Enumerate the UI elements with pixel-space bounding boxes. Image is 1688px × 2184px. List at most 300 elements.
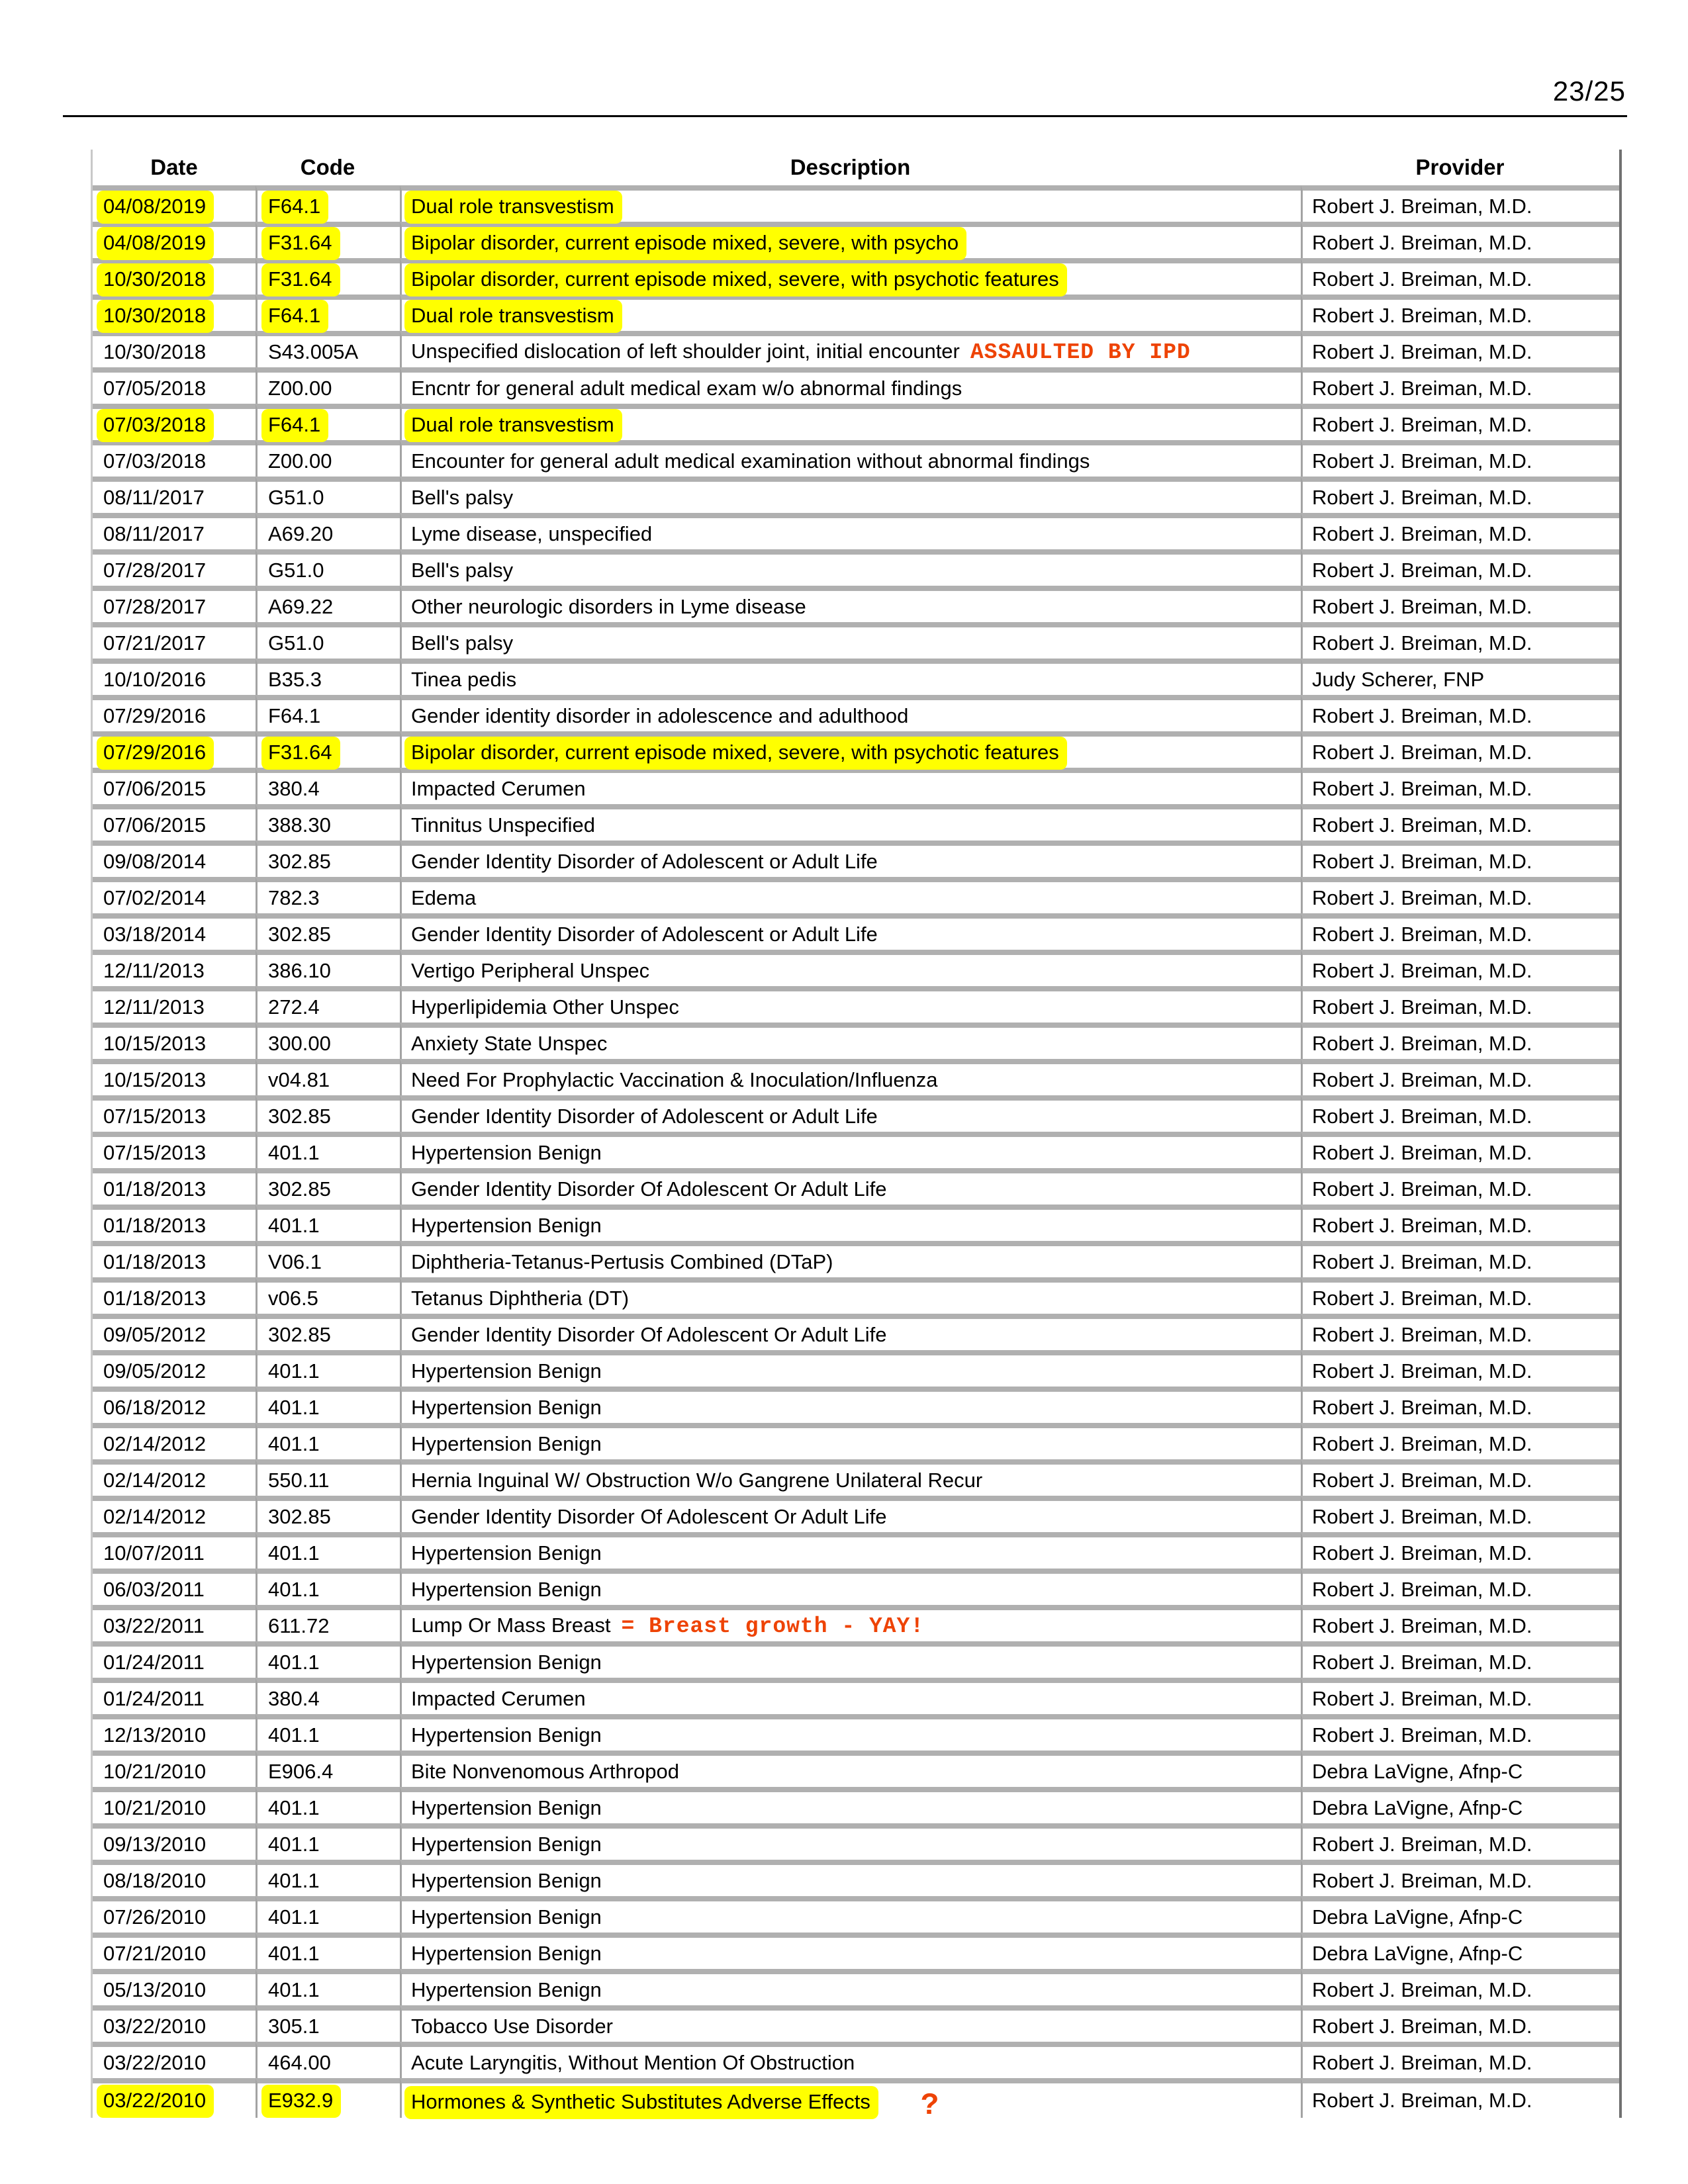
provider-cell-text: Robert J. Breiman, M.D. <box>1312 1177 1532 1201</box>
date-cell-text: 05/13/2010 <box>103 1978 207 2001</box>
provider-cell <box>1301 331 1619 367</box>
desc-cell <box>400 1241 1301 1277</box>
provider-cell <box>1301 1496 1619 1532</box>
desc-cell <box>400 1350 1301 1387</box>
desc-cell-text: Need For Prophylactic Vaccination & Inoculation/Influenza <box>411 1068 938 1091</box>
date-cell <box>93 1205 256 1241</box>
table-row <box>93 913 1619 950</box>
desc-cell-text: Bite Nonvenomous Arthropod <box>411 1759 679 1783</box>
code-cell-text: 386.10 <box>268 958 331 982</box>
code-cell-text: 401.1 <box>268 1432 320 1455</box>
desc-cell <box>400 804 1301 841</box>
provider-cell <box>1301 1423 1619 1459</box>
date-cell <box>93 695 256 731</box>
code-cell <box>256 1823 400 1860</box>
header-rule <box>63 115 1627 117</box>
desc-cell <box>400 1496 1301 1532</box>
date-cell <box>93 659 256 695</box>
provider-cell <box>1301 1678 1619 1714</box>
code-cell-text: A69.20 <box>268 522 334 545</box>
provider-cell-text: Robert J. Breiman, M.D. <box>1312 886 1532 909</box>
date-cell-text: 02/14/2012 <box>103 1432 207 1455</box>
desc-cell <box>400 367 1301 404</box>
highlighted-text: 04/08/2019 <box>97 191 214 224</box>
date-cell-text: 01/18/2013 <box>103 1286 207 1310</box>
desc-cell <box>400 1678 1301 1714</box>
highlighted-text: F31.64 <box>261 263 340 296</box>
code-cell <box>256 1860 400 1896</box>
column-header-description: Description <box>790 155 911 179</box>
code-cell-text: 388.30 <box>268 813 331 837</box>
provider-cell <box>1301 1205 1619 1241</box>
desc-cell-text: Hernia Inguinal W/ Obstruction W/o Gangrene Unilateral Recur <box>411 1468 983 1492</box>
code-cell <box>256 877 400 913</box>
date-cell <box>93 2005 256 2042</box>
desc-cell <box>400 1387 1301 1423</box>
code-cell <box>256 1496 400 1532</box>
date-cell <box>93 2042 256 2078</box>
desc-cell-text: Tinnitus Unspecified <box>411 813 595 837</box>
diagnosis-history-table <box>91 150 1622 2123</box>
provider-cell <box>1301 1387 1619 1423</box>
provider-cell <box>1301 913 1619 950</box>
provider-cell <box>1301 367 1619 404</box>
highlighted-text: 10/30/2018 <box>97 300 214 333</box>
highlighted-text: 03/22/2010 <box>97 2085 214 2118</box>
date-cell-text: 07/21/2010 <box>103 1941 207 1965</box>
date-cell <box>93 1933 256 1969</box>
provider-cell <box>1301 768 1619 804</box>
date-cell-text: 09/08/2014 <box>103 849 207 873</box>
desc-cell <box>400 477 1301 513</box>
code-cell-text: 401.1 <box>268 1723 320 1747</box>
date-cell <box>93 2078 256 2118</box>
provider-cell <box>1301 1241 1619 1277</box>
date-cell-text: 10/21/2010 <box>103 1796 207 1819</box>
code-cell-text: B35.3 <box>268 667 322 691</box>
table-row <box>93 513 1619 549</box>
desc-cell-text: Impacted Cerumen <box>411 1686 586 1710</box>
date-cell <box>93 913 256 950</box>
code-cell-text: 401.1 <box>268 1577 320 1601</box>
desc-cell <box>400 404 1301 440</box>
provider-cell <box>1301 2042 1619 2078</box>
date-cell <box>93 1532 256 1569</box>
provider-cell <box>1301 1132 1619 1168</box>
code-cell-text: 380.4 <box>268 1686 320 1710</box>
date-cell <box>93 586 256 622</box>
provider-cell-text: Robert J. Breiman, M.D. <box>1312 631 1532 655</box>
desc-cell-text: Bell's palsy <box>411 631 514 655</box>
desc-cell <box>400 2042 1301 2078</box>
desc-cell <box>400 1532 1301 1569</box>
date-cell <box>93 1387 256 1423</box>
provider-cell-text: Robert J. Breiman, M.D. <box>1312 230 1532 254</box>
table-row <box>93 1714 1619 1751</box>
date-cell <box>93 1095 256 1132</box>
desc-cell <box>400 1168 1301 1205</box>
provider-cell <box>1301 1933 1619 1969</box>
code-cell-text: 302.85 <box>268 849 331 873</box>
code-cell <box>256 2042 400 2078</box>
desc-cell <box>400 2078 1301 2123</box>
provider-cell-text: Robert J. Breiman, M.D. <box>1312 1359 1532 1383</box>
provider-cell-text: Robert J. Breiman, M.D. <box>1312 2050 1532 2074</box>
table-row <box>93 1933 1619 1969</box>
date-cell <box>93 1277 256 1314</box>
date-cell-text: 01/18/2013 <box>103 1250 207 1273</box>
provider-cell-text: Robert J. Breiman, M.D. <box>1312 1723 1532 1747</box>
date-cell-text: 01/24/2011 <box>103 1686 205 1710</box>
date-cell <box>93 1168 256 1205</box>
code-cell-text: 401.1 <box>268 1650 320 1674</box>
provider-cell-text: Robert J. Breiman, M.D. <box>1312 1395 1532 1419</box>
provider-cell <box>1301 950 1619 986</box>
provider-cell <box>1301 659 1619 695</box>
provider-cell <box>1301 1787 1619 1823</box>
page-number: 23/25 <box>1552 75 1626 107</box>
code-cell <box>256 549 400 586</box>
date-cell <box>93 950 256 986</box>
provider-cell-text: Debra LaVigne, Afnp-C <box>1312 1759 1523 1783</box>
provider-cell-text: Robert J. Breiman, M.D. <box>1312 849 1532 873</box>
provider-cell-text: Robert J. Breiman, M.D. <box>1312 740 1532 764</box>
table-row <box>93 1787 1619 1823</box>
highlighted-text: Bipolar disorder, current episode mixed, severe, with psychotic features <box>404 737 1067 770</box>
date-cell <box>93 440 256 477</box>
date-cell-text: 07/29/2016 <box>103 704 207 727</box>
date-cell <box>93 404 256 440</box>
code-cell-text: 302.85 <box>268 1177 331 1201</box>
desc-cell <box>400 731 1301 768</box>
code-cell <box>256 1969 400 2005</box>
desc-cell-text: Hypertension Benign <box>411 1832 602 1856</box>
date-cell-text: 10/15/2013 <box>103 1031 207 1055</box>
provider-cell <box>1301 695 1619 731</box>
table-row <box>93 295 1619 331</box>
code-cell-text: v06.5 <box>268 1286 318 1310</box>
table-row <box>93 1823 1619 1860</box>
date-cell-text: 03/18/2014 <box>103 922 207 946</box>
provider-cell-text: Robert J. Breiman, M.D. <box>1312 1031 1532 1055</box>
column-header-date: Date <box>150 155 198 179</box>
code-cell-text: 401.1 <box>268 1832 320 1856</box>
code-cell <box>256 185 400 222</box>
code-cell <box>256 1314 400 1350</box>
date-cell-text: 12/11/2013 <box>103 958 205 982</box>
table-row <box>93 986 1619 1023</box>
desc-cell <box>400 1605 1301 1641</box>
code-cell-text: 300.00 <box>268 1031 331 1055</box>
code-cell-text: V06.1 <box>268 1250 322 1273</box>
code-cell-text: 401.1 <box>268 1978 320 2001</box>
table-row <box>93 1969 1619 2005</box>
date-cell <box>93 768 256 804</box>
code-cell <box>256 440 400 477</box>
table-row <box>93 1095 1619 1132</box>
code-cell <box>256 1751 400 1787</box>
provider-cell-text: Robert J. Breiman, M.D. <box>1312 340 1532 363</box>
date-cell-text: 08/11/2017 <box>103 522 205 545</box>
date-cell-text: 10/30/2018 <box>103 340 207 363</box>
table-row <box>93 1277 1619 1314</box>
desc-cell-text: Hypertension Benign <box>411 1796 602 1819</box>
highlighted-text: 07/03/2018 <box>97 409 214 442</box>
provider-cell-text: Debra LaVigne, Afnp-C <box>1312 1905 1523 1929</box>
code-cell <box>256 622 400 659</box>
table-header-row <box>93 150 1619 185</box>
date-cell-text: 07/15/2013 <box>103 1104 207 1128</box>
table-row <box>93 1860 1619 1896</box>
date-cell <box>93 1896 256 1933</box>
code-cell <box>256 1459 400 1496</box>
desc-cell <box>400 1314 1301 1350</box>
date-cell <box>93 1751 256 1787</box>
desc-cell-text: Gender identity disorder in adolescence and adulthood <box>411 704 909 727</box>
code-cell-text: 401.1 <box>268 1868 320 1892</box>
table-row <box>93 659 1619 695</box>
desc-cell-text: Gender Identity Disorder of Adolescent or Adult Life <box>411 1104 878 1128</box>
provider-cell-text: Robert J. Breiman, M.D. <box>1312 412 1532 436</box>
date-cell <box>93 367 256 404</box>
date-cell-text: 03/22/2010 <box>103 2050 207 2074</box>
provider-cell-text: Robert J. Breiman, M.D. <box>1312 267 1532 291</box>
table-row <box>93 1678 1619 1714</box>
desc-cell <box>400 185 1301 222</box>
code-cell <box>256 1678 400 1714</box>
table-row <box>93 1751 1619 1787</box>
code-cell <box>256 913 400 950</box>
date-cell-text: 07/28/2017 <box>103 558 207 582</box>
provider-cell <box>1301 622 1619 659</box>
code-cell-text: S43.005A <box>268 340 359 363</box>
table-row <box>93 622 1619 659</box>
code-cell <box>256 1569 400 1605</box>
date-cell-text: 12/11/2013 <box>103 995 205 1019</box>
table-row <box>93 549 1619 586</box>
desc-cell <box>400 1787 1301 1823</box>
desc-cell-text: Hypertension Benign <box>411 1395 602 1419</box>
desc-cell <box>400 1933 1301 1969</box>
table-row <box>93 1605 1619 1641</box>
provider-cell <box>1301 1095 1619 1132</box>
code-cell-text: G51.0 <box>268 558 324 582</box>
provider-cell-text: Robert J. Breiman, M.D. <box>1312 1322 1532 1346</box>
column-header-provider: Provider <box>1415 155 1505 179</box>
code-cell <box>256 1532 400 1569</box>
code-cell <box>256 2005 400 2042</box>
desc-cell-text: Gender Identity Disorder Of Adolescent Or Adult Life <box>411 1177 887 1201</box>
date-cell-text: 06/03/2011 <box>103 1577 205 1601</box>
desc-cell <box>400 1860 1301 1896</box>
code-cell <box>256 1641 400 1678</box>
desc-cell <box>400 513 1301 549</box>
date-cell-text: 01/24/2011 <box>103 1650 205 1674</box>
desc-cell-text: Hypertension Benign <box>411 1577 602 1601</box>
desc-cell <box>400 986 1301 1023</box>
desc-cell <box>400 440 1301 477</box>
date-cell <box>93 1569 256 1605</box>
provider-cell-text: Debra LaVigne, Afnp-C <box>1312 1941 1523 1965</box>
table-row <box>93 1423 1619 1459</box>
provider-cell <box>1301 2005 1619 2042</box>
desc-cell <box>400 1641 1301 1678</box>
code-cell <box>256 1023 400 1059</box>
date-cell <box>93 1969 256 2005</box>
code-cell-text: 302.85 <box>268 1322 331 1346</box>
highlighted-text: F64.1 <box>261 300 328 333</box>
date-cell-text: 07/21/2017 <box>103 631 207 655</box>
desc-cell-text: Hyperlipidemia Other Unspec <box>411 995 679 1019</box>
date-cell <box>93 185 256 222</box>
handwritten-annotation: ? <box>920 2089 940 2123</box>
code-cell-text: 401.1 <box>268 1796 320 1819</box>
date-cell-text: 09/05/2012 <box>103 1359 207 1383</box>
provider-cell <box>1301 1350 1619 1387</box>
table-row <box>93 477 1619 513</box>
provider-cell-text: Judy Scherer, FNP <box>1312 667 1485 691</box>
date-cell-text: 10/15/2013 <box>103 1068 207 1091</box>
code-cell <box>256 404 400 440</box>
provider-cell <box>1301 1168 1619 1205</box>
code-cell <box>256 695 400 731</box>
date-cell <box>93 258 256 295</box>
code-cell-text: 302.85 <box>268 1104 331 1128</box>
code-cell-text: Z00.00 <box>268 449 332 473</box>
provider-cell-text: Robert J. Breiman, M.D. <box>1312 2014 1532 2038</box>
desc-cell-text: Encounter for general adult medical examination without abnormal findings <box>411 449 1090 473</box>
table-row <box>93 258 1619 295</box>
desc-cell-text: Hypertension Benign <box>411 1978 602 2001</box>
code-cell <box>256 1095 400 1132</box>
desc-cell-text: Gender Identity Disorder of Adolescent or Adult Life <box>411 922 878 946</box>
table-row <box>93 1168 1619 1205</box>
provider-cell <box>1301 1641 1619 1678</box>
desc-cell <box>400 1969 1301 2005</box>
desc-cell-text: Lyme disease, unspecified <box>411 522 653 545</box>
code-cell-text: v04.81 <box>268 1068 330 1091</box>
column-header-code: Code <box>300 155 355 179</box>
desc-cell-text: Vertigo Peripheral Unspec <box>411 958 650 982</box>
desc-cell-text: Tinea pedis <box>411 667 517 691</box>
desc-cell <box>400 1751 1301 1787</box>
code-cell <box>256 1896 400 1933</box>
date-cell-text: 07/03/2018 <box>103 449 207 473</box>
date-cell <box>93 513 256 549</box>
provider-cell <box>1301 1532 1619 1569</box>
provider-cell <box>1301 222 1619 258</box>
desc-cell-text: Edema <box>411 886 477 909</box>
highlighted-text: 07/29/2016 <box>97 737 214 770</box>
handwritten-annotation: ASSAULTED BY IPD <box>970 340 1191 365</box>
code-cell <box>256 1787 400 1823</box>
code-cell-text: 401.1 <box>268 1941 320 1965</box>
date-cell-text: 09/05/2012 <box>103 1322 207 1346</box>
desc-cell <box>400 1095 1301 1132</box>
provider-cell-text: Robert J. Breiman, M.D. <box>1312 776 1532 800</box>
desc-cell <box>400 913 1301 950</box>
date-cell-text: 10/10/2016 <box>103 667 207 691</box>
date-cell-text: 09/13/2010 <box>103 1832 207 1856</box>
provider-cell <box>1301 841 1619 877</box>
highlighted-text: Dual role transvestism <box>404 191 622 224</box>
date-cell <box>93 877 256 913</box>
date-cell-text: 07/15/2013 <box>103 1140 207 1164</box>
date-cell-text: 07/05/2018 <box>103 376 207 400</box>
code-cell-text: 782.3 <box>268 886 320 909</box>
provider-cell-text: Robert J. Breiman, M.D. <box>1312 1686 1532 1710</box>
highlighted-text: Bipolar disorder, current episode mixed, severe, with psychotic features <box>404 263 1067 296</box>
provider-cell-text: Robert J. Breiman, M.D. <box>1312 813 1532 837</box>
table-row <box>93 1896 1619 1933</box>
desc-cell-text: Lump Or Mass Breast <box>411 1613 611 1637</box>
desc-cell-text: Hypertension Benign <box>411 1140 602 1164</box>
desc-cell <box>400 331 1301 367</box>
code-cell <box>256 1132 400 1168</box>
desc-cell <box>400 1277 1301 1314</box>
date-cell-text: 02/14/2012 <box>103 1468 207 1492</box>
desc-cell-text: Acute Laryngitis, Without Mention Of Obstruction <box>411 2050 855 2074</box>
desc-cell <box>400 841 1301 877</box>
code-cell-text: G51.0 <box>268 485 324 509</box>
provider-cell-text: Robert J. Breiman, M.D. <box>1312 1978 1532 2001</box>
table-row <box>93 440 1619 477</box>
date-cell-text: 01/18/2013 <box>103 1213 207 1237</box>
highlighted-text: 10/30/2018 <box>97 263 214 296</box>
code-cell-text: 401.1 <box>268 1905 320 1929</box>
provider-cell <box>1301 1896 1619 1933</box>
code-cell <box>256 2078 400 2118</box>
desc-cell <box>400 549 1301 586</box>
code-cell-text: F64.1 <box>268 704 321 727</box>
desc-cell <box>400 1823 1301 1860</box>
desc-cell <box>400 1569 1301 1605</box>
code-cell <box>256 1168 400 1205</box>
date-cell-text: 06/18/2012 <box>103 1395 207 1419</box>
date-cell-text: 08/18/2010 <box>103 1868 207 1892</box>
provider-cell-text: Robert J. Breiman, M.D. <box>1312 1286 1532 1310</box>
date-cell-text: 07/06/2015 <box>103 776 207 800</box>
table-row <box>93 1132 1619 1168</box>
code-cell <box>256 331 400 367</box>
code-cell <box>256 1714 400 1751</box>
code-cell <box>256 804 400 841</box>
code-cell <box>256 477 400 513</box>
provider-cell <box>1301 1459 1619 1496</box>
table-row <box>93 367 1619 404</box>
desc-cell-text: Gender Identity Disorder of Adolescent or Adult Life <box>411 849 878 873</box>
desc-cell-text: Hypertension Benign <box>411 1941 602 1965</box>
table-row <box>93 2005 1619 2042</box>
date-cell-text: 02/14/2012 <box>103 1504 207 1528</box>
desc-cell <box>400 768 1301 804</box>
desc-cell <box>400 1023 1301 1059</box>
desc-cell <box>400 877 1301 913</box>
provider-cell-text: Robert J. Breiman, M.D. <box>1312 2089 1532 2112</box>
provider-cell <box>1301 404 1619 440</box>
date-cell <box>93 1678 256 1714</box>
desc-cell <box>400 1459 1301 1496</box>
date-cell-text: 03/22/2010 <box>103 2014 207 2038</box>
desc-cell-text: Gender Identity Disorder Of Adolescent Or Adult Life <box>411 1504 887 1528</box>
code-cell <box>256 1933 400 1969</box>
provider-cell-text: Robert J. Breiman, M.D. <box>1312 303 1532 327</box>
table-row <box>93 185 1619 222</box>
provider-cell <box>1301 804 1619 841</box>
code-cell-text: G51.0 <box>268 631 324 655</box>
date-cell <box>93 1023 256 1059</box>
code-cell-text: 302.85 <box>268 922 331 946</box>
